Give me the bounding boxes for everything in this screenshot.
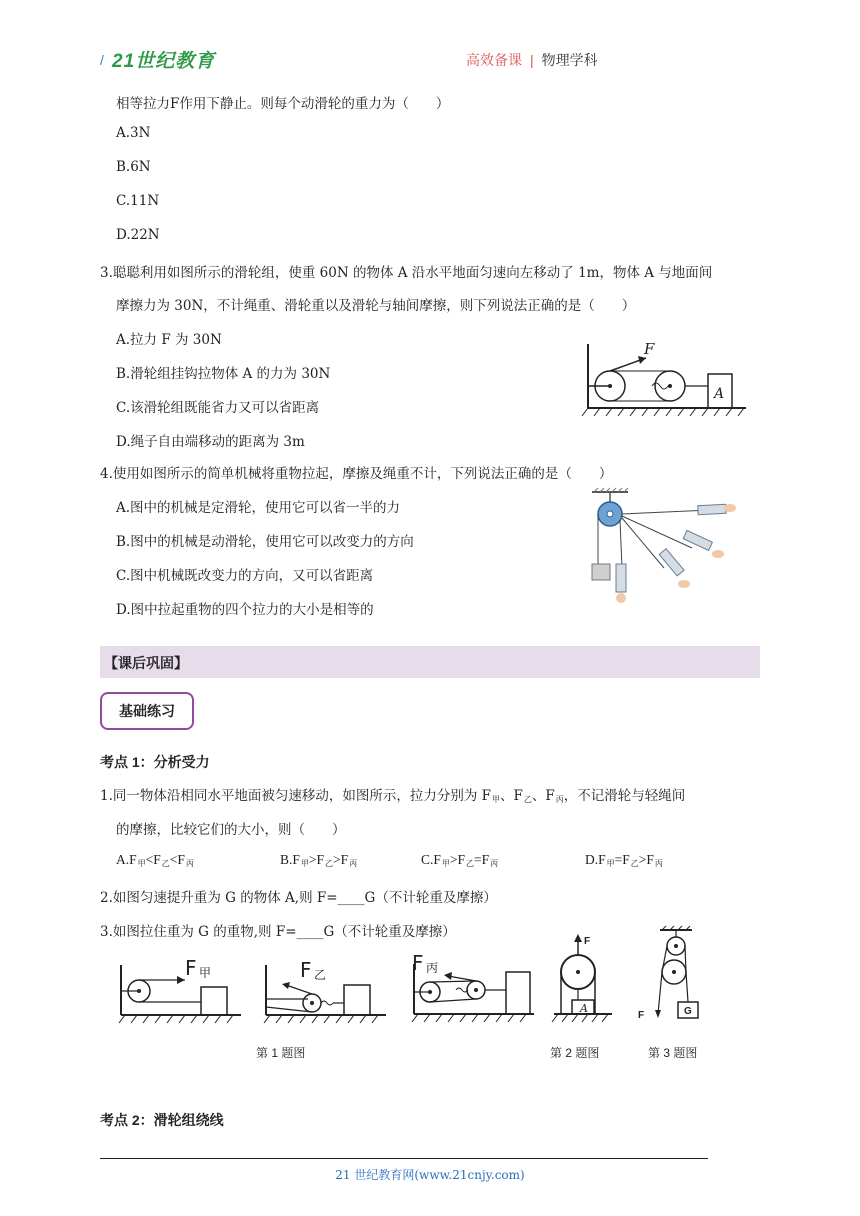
logo: / 21世纪教育: [100, 46, 230, 76]
fig1-bing-force-sub: 丙: [426, 961, 439, 975]
fig1-jia: [115, 955, 245, 1023]
kp1-title: 考点 1：分析受力: [100, 754, 210, 770]
q2-option-d: D.22N: [116, 227, 160, 243]
q3-option-c: C.该滑轮组既能省力又可以省距离: [116, 400, 320, 416]
q3-pulley-figure: [580, 340, 750, 420]
fig1-bing-force-label: F: [412, 951, 424, 975]
caption-fig2: 第 2 题图: [550, 1046, 600, 1060]
footer-divider: [100, 1158, 708, 1159]
q3-block-label: A: [714, 386, 725, 402]
kp1-q2: 2.如图匀速提升重为 G 的物体 A,则 F=____G（不计轮重及摩擦）: [100, 890, 497, 906]
fig3-pulley-system: [636, 926, 706, 1022]
kp1-q1-option-c: $C.F_甲>F_乙=F_丙$: [421, 852, 499, 868]
caption-fig3: 第 3 题图: [648, 1046, 698, 1060]
fig2-movable-pulley: [550, 930, 620, 1022]
basic-practice-button[interactable]: 基础练习: [100, 692, 194, 730]
fig2-block-label: A: [580, 1002, 588, 1015]
q4-option-d: D.图中拉起重物的四个拉力的大小是相等的: [116, 602, 374, 618]
kp1-q3: 3.如图拉住重为 G 的重物,则 F=____G（不计轮重及摩擦）: [100, 924, 456, 940]
header-subject-left: 高效备课: [466, 52, 522, 68]
q4-fixed-pulley-figure: [580, 488, 740, 608]
kp1-q1-line2: 的摩擦，比较它们的大小，则（ ）: [116, 822, 346, 838]
fig1-yi-force-sub: 乙: [314, 968, 327, 982]
q2-option-b: B.6N: [116, 159, 151, 175]
kp1-q1-option-d: $D.F_甲=F_乙>F_丙$: [585, 852, 663, 868]
fig1-bing: [408, 950, 538, 1022]
header-subject-right: 物理学科: [541, 52, 598, 68]
q4-option-a: A.图中的机械是定滑轮，使用它可以省一半的力: [116, 500, 401, 516]
kp1-q1-option-a: $A.F_甲<F_乙<F_丙$: [116, 852, 194, 868]
q2-option-c: C.11N: [116, 193, 160, 209]
q3-option-d: D.绳子自由端移动的距离为 3m: [116, 434, 305, 450]
kp1-q1-option-b: $B.F_甲>F_乙>F_丙$: [280, 852, 358, 868]
q2-option-a: A.3N: [116, 125, 151, 141]
footer-text: 21 世纪教育网(www.21cnjy.com): [335, 1168, 525, 1182]
fig3-force-label: F: [638, 1010, 645, 1021]
fig1-yi: [260, 955, 390, 1023]
logo-text: 21世纪教育: [112, 51, 216, 72]
fig1-yi-force-label: F: [300, 958, 312, 982]
q2-tail-text: 相等拉力F作用下静止。则每个动滑轮的重力为（ ）: [116, 96, 450, 112]
kp1-q1-line1: 1.同一物体沿相同水平地面被匀速移动，如图所示，拉力分别为 $F_甲$、$F_乙$、$F_丙$，不记滑轮与轻绳间: [100, 788, 686, 804]
section-title: 【课后巩固】: [104, 655, 188, 671]
q3-line2: 摩擦力为 30N，不计绳重、滑轮重以及滑轮与轴间摩擦，则下列说法正确的是（ ）: [116, 298, 636, 314]
q3-option-b: B.滑轮组挂钩拉物体 A 的力为 30N: [116, 366, 331, 382]
fig2-force-label: F: [584, 936, 591, 947]
q4-option-b: B.图中的机械是动滑轮，使用它可以改变力的方向: [116, 534, 414, 550]
fig1-jia-force-label: F: [185, 956, 197, 980]
header-subject: [466, 50, 598, 70]
q3-force-label: F: [644, 340, 655, 358]
caption-fig1: 第 1 题图: [256, 1046, 306, 1060]
q4-line1: 4.使用如图所示的简单机械将重物拉起，摩擦及绳重不计，下列说法正确的是（ ）: [100, 466, 613, 482]
q3-line1: 3.聪聪利用如图所示的滑轮组，使重 60N 的物体 A 沿水平地面匀速向左移动了 1m，物体 A 与地面间: [100, 265, 713, 281]
q3-option-a: A.拉力 F 为 30N: [116, 332, 222, 348]
fig1-jia-force-sub: 甲: [199, 966, 212, 980]
q4-option-c: C.图中机械既改变力的方向，又可以省距离: [116, 568, 374, 584]
fig3-weight-label: G: [684, 1006, 692, 1017]
kp2-title: 考点 2：滑轮组绕线: [100, 1112, 224, 1128]
section-bar: [100, 646, 760, 678]
header-separator: |: [530, 52, 534, 68]
